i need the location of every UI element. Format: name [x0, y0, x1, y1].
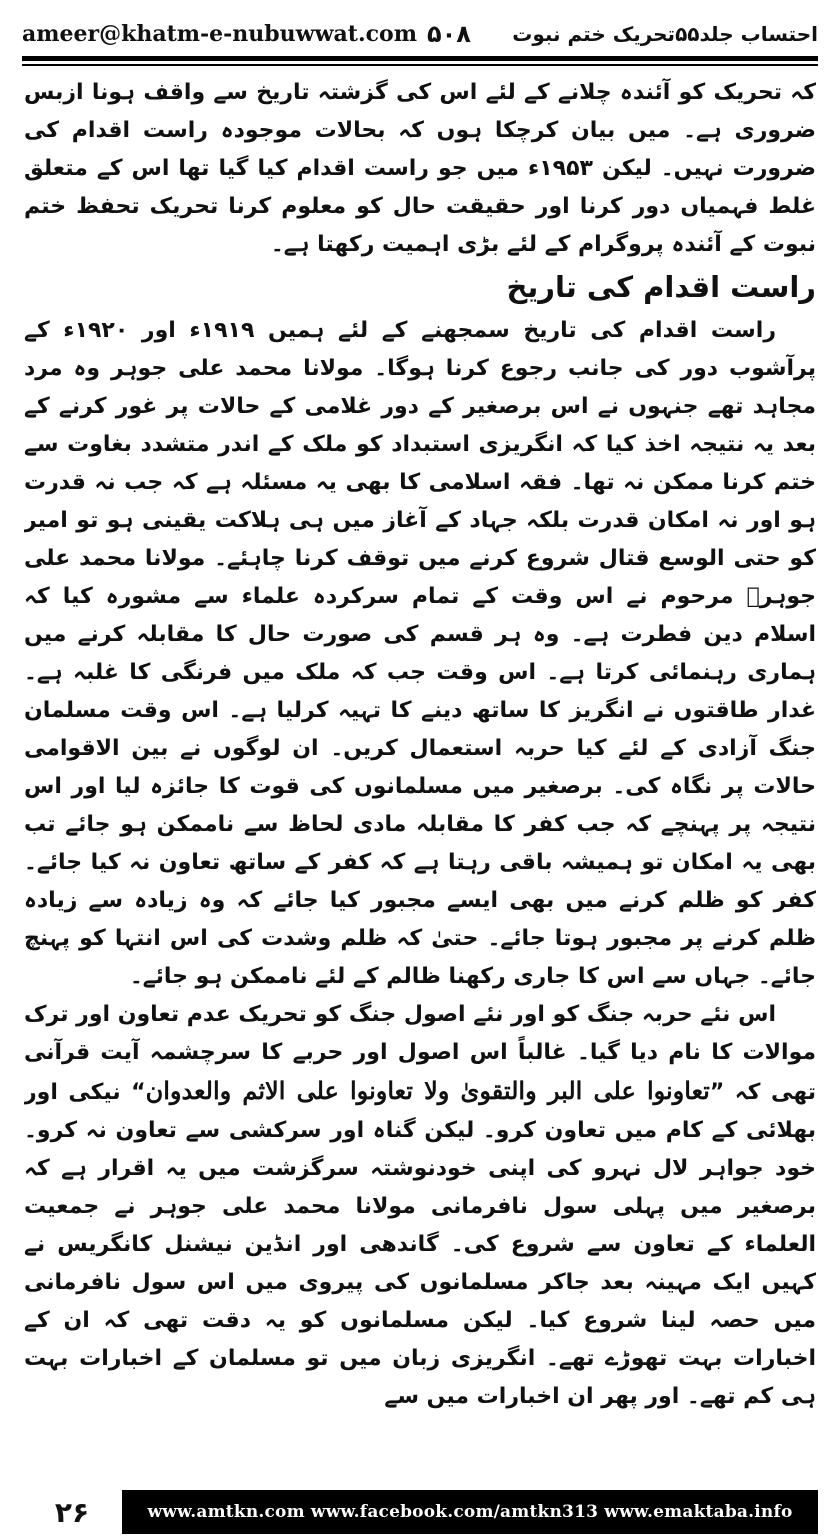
header-email-link[interactable]: ameer@khatm-e-nubuwwat.com — [22, 21, 417, 47]
page-footer — [22, 1490, 818, 1534]
quranic-verse-quote: تعاونوا علی البر والتقویٰ ولا تعاونوا علی الاثم والعدوان — [145, 1076, 710, 1105]
header-rule-thin — [22, 64, 818, 66]
footer-page-number: ۲۶ — [22, 1490, 122, 1534]
paragraph-text-after-quote: “ نیکی اور بھلائی کے کام میں تعاون کرو۔ لیکن گناہ اور سرکشی سے تعاون نہ کرو۔ خود جواہر لال نہرو کی اپنی خودنوشتہ سرگزشت میں یہ اقرار ہے کہ برصغیر میں پہلی سول نافرمانی مولانا محمد علی جوہر نے جمعیت العلماء کے تعاون سے شروع کی۔ گاندھی اور انڈین نیشنل کانگریس نے کہیں ایک مہینہ بعد جاکر مسلمانوں کی پیروی میں اس سول نافرمانی میں حصہ لینا شروع کیا۔ لیکن مسلمانوں کو یہ دقت تھی کہ ان کے اخبارات بہت تھوڑے تھے۔ انگریزی زبان میں تو مسلمان کے اخبارات بہت ہی کم تھے۔ اور پھر ان اخبارات میں سے — [24, 1080, 816, 1409]
page-body — [24, 74, 816, 1464]
footer-links[interactable]: www.amtkn.com www.facebook.com/amtkn313 www.emaktaba.info — [122, 1490, 818, 1534]
header-rule-thick — [22, 56, 818, 61]
paragraph-text-before-quote: اس نئے حربہ جنگ کو اور نئے اصول جنگ کو تحریک عدم تعاون اور ترک موالات کا نام دیا گیا۔ غالباً اس اصول اور حربے کا سرچشمہ آیت قرآنی تھی کہ ” — [24, 1002, 816, 1105]
section-heading: راست اقدام کی تاریخ — [506, 270, 816, 304]
header-page-number: ۵۰۸ — [426, 20, 471, 48]
header-book-title: احتساب جلد۵۵تحریک ختم نبوت — [512, 22, 818, 46]
page-header — [22, 14, 818, 54]
paragraph-non-cooperation — [24, 996, 816, 1416]
paragraph-history: راست اقدام کی تاریخ سمجھنے کے لئے ہمیں ۱۹۱۹ء اور ۱۹۲۰ء کے پرآشوب دور کی جانب رجوع کرنا ہوگا۔ مولانا محمد علی جوہر وہ مرد مجاہد تھے جنہوں نے اس برصغیر کے دور غلامی کے حالات پر غور کرنے کے بعد یہ نتیجہ اخذ کیا کہ انگریزی استبداد کو ملک کے اندر متشدد بغاوت سے ختم کرنا ممکن نہ تھا۔ فقہ اسلامی کا بھی یہ مسئلہ ہے کہ جب نہ قدرت ہو اور نہ امکان قدرت بلکہ جہاد کے آغاز میں ہی ہلاکت یقینی ہو تو امیر کو حتی الوسع قتال شروع کرنے میں توقف کرنا چاہئے۔ مولانا محمد علی جوہرؒ مرحوم نے اس وقت کے تمام سرکردہ علماء سے مشورہ کیا کہ اسلام دین فطرت ہے۔ وہ ہر قسم کی صورت حال کا مقابلہ کرنے میں ہماری رہنمائی کرتا ہے۔ اس وقت جب کہ ملک میں فرنگی کا غلبہ ہے۔ غدار طاقتوں نے انگریز کا ساتھ دینے کا تہیہ کرلیا ہے۔ اس وقت مسلمان جنگ آزادی کے لئے کیا حربہ استعمال کریں۔ ان لوگوں نے بین الاقوامی حالات پر نگاہ کی۔ برصغیر میں مسلمانوں کی قوت کا جائزہ لیا اور اس نتیجہ پر پہنچے کہ جب کفر کا مقابلہ مادی لحاظ سے ناممکن ہو جائے تب بھی یہ امکان تو ہمیشہ باقی رہتا ہے کہ کفر کے ساتھ تعاون نہ کیا جائے۔ کفر کو ظلم کرنے میں بھی ایسے مجبور کیا جائے کہ وہ زیادہ سے زیادہ ظلم کرنے پر مجبور ہوتا جائے۔ حتیٰ کہ ظلم وشدت کی اس انتہا کو پہنچ جائے۔ جہاں سے اس کا جاری رکھنا ظالم کے لئے ناممکن ہو جائے۔ — [24, 318, 816, 989]
header-left — [22, 20, 471, 48]
paragraph-intro: کہ تحریک کو آئندہ چلانے کے لئے اس کی گزشتہ تاریخ سے واقف ہونا ازبس ضروری ہے۔ میں بیان کرچکا ہوں کہ بحالات موجودہ راست اقدام کی ضرورت نہیں۔ لیکن ۱۹۵۳ء میں جو راست اقدام کیا گیا تھا اس کے متعلق غلط فہمیاں دور کرنا اور حقیقت حال کو معلوم کرنا تحریک تحفظ ختم نبوت کے آئندہ پروگرام کے لئے بڑی اہمیت رکھتا ہے۔ — [24, 80, 816, 257]
